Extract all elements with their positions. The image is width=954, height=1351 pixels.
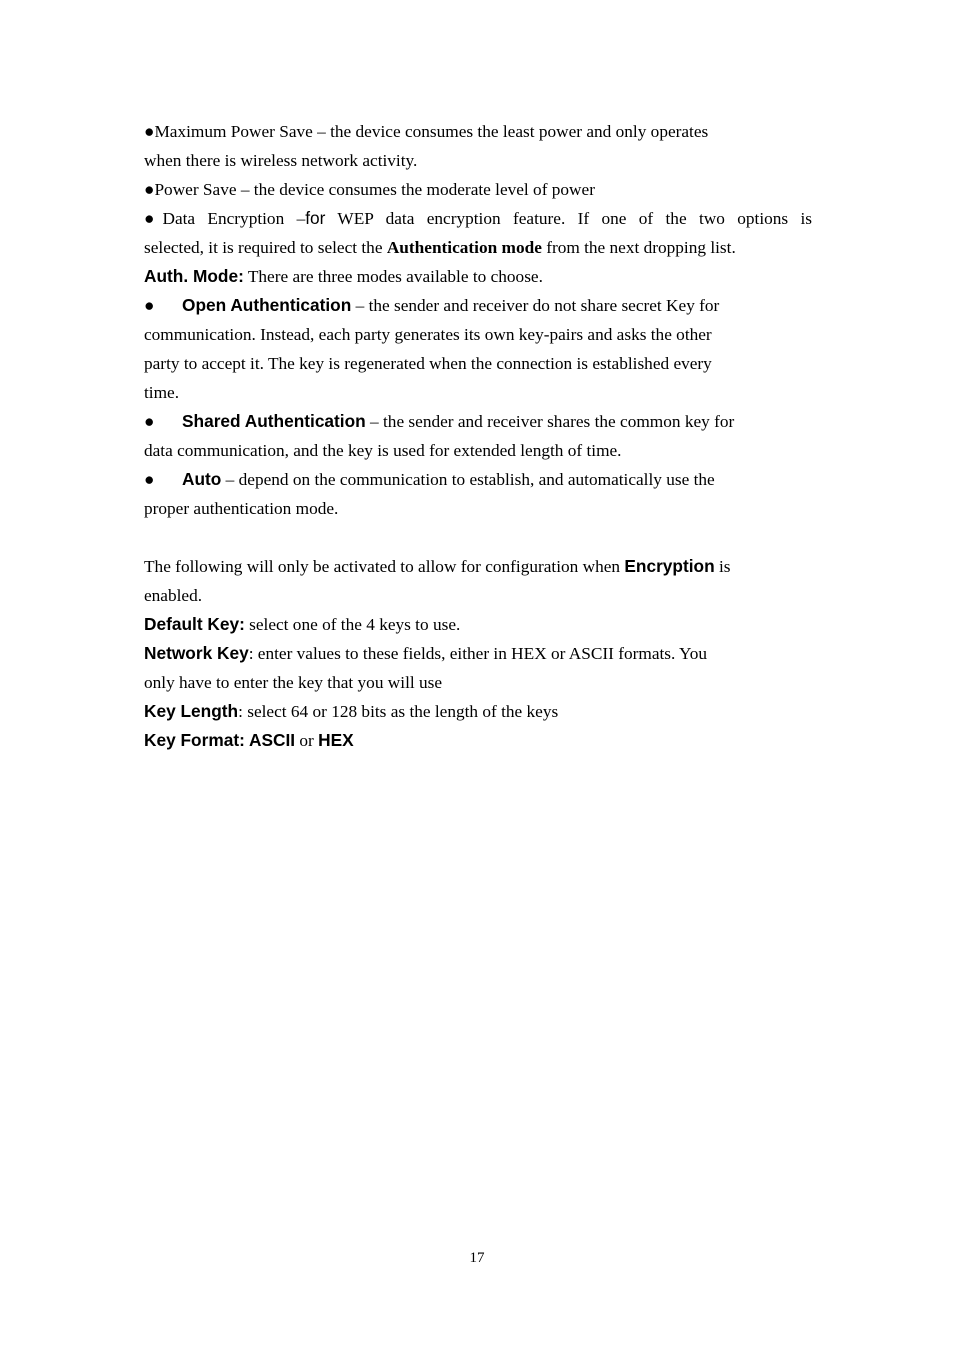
network-key-label: Network Key — [144, 643, 249, 663]
key-length-line — [144, 697, 812, 726]
open-auth-line2: communication. Instead, each party generates its own key-pairs and asks the other — [144, 325, 712, 344]
data-encryption-line2-pre: selected, it is required to select the — [144, 238, 387, 257]
network-key-text: : enter values to these fields, either in HEX or ASCII formats. You — [248, 644, 708, 663]
shared-auth-label: Shared Authentication — [182, 411, 366, 431]
power-save-line: ●Power Save – the device consumes the moderate level of power — [144, 180, 595, 199]
following-pre: The following will only be activated to allow for configuration when — [144, 557, 625, 576]
shared-auth-line1 — [144, 407, 812, 436]
open-auth-line1 — [144, 291, 812, 320]
max-power-save-line2: when there is wireless network activity. — [144, 151, 418, 170]
default-key-label: Default Key: — [144, 614, 245, 634]
bullet-icon: ● — [144, 296, 155, 315]
network-key-line1 — [144, 639, 812, 668]
open-auth-line3: party to accept it. The key is regenerated when the connection is established every — [144, 354, 712, 373]
auto-auth-text: – depend on the communication to establish, and automatically use the — [221, 470, 715, 489]
key-length-label: Key Length — [144, 701, 239, 721]
data-encryption-line1 — [144, 204, 812, 233]
key-format-line — [144, 726, 812, 755]
open-auth-text: – the sender and receiver do not share secret Key for — [351, 296, 720, 315]
default-key-line — [144, 610, 812, 639]
following-line1 — [144, 552, 812, 581]
page-number: 17 — [469, 1250, 485, 1266]
auth-mode-label: Auth. Mode: — [144, 266, 244, 286]
key-format-label: Key Format: ASCII — [144, 730, 296, 750]
max-power-save-line1: ●Maximum Power Save – the device consumes the least power and only operates — [144, 122, 709, 141]
paragraph-gap — [144, 523, 812, 552]
open-auth-line4: time. — [144, 383, 180, 402]
auth-mode-text: There are three modes available to choose. — [243, 267, 543, 286]
following-post: is — [714, 557, 731, 576]
bullet-icon: ● — [144, 412, 155, 431]
bullet-icon: ● — [144, 470, 155, 489]
data-encryption-rest: WEP data encryption feature. If one of the two options is — [325, 209, 812, 228]
default-key-text: select one of the 4 keys to use. — [244, 615, 461, 634]
key-length-text: : select 64 or 128 bits as the length of the keys — [238, 702, 559, 721]
key-format-hex: HEX — [318, 730, 354, 750]
auto-auth-line1 — [144, 465, 812, 494]
data-encryption-prefix: ●Data Encryption – — [144, 209, 306, 228]
auth-mode-line — [144, 262, 812, 291]
shared-auth-text: – the sender and receiver shares the common key for — [365, 412, 735, 431]
data-encryption-line2-post: from the next dropping list. — [541, 238, 736, 257]
key-format-or: or — [295, 731, 319, 750]
authentication-mode-term: Authentication mode — [386, 238, 542, 257]
encryption-term: Encryption — [624, 556, 715, 576]
document-body — [144, 117, 812, 755]
following-line2: enabled. — [144, 586, 203, 605]
data-encryption-for: for — [305, 208, 326, 228]
network-key-line2: only have to enter the key that you will use — [144, 673, 443, 692]
auto-auth-label: Auto — [182, 469, 222, 489]
open-auth-label: Open Authentication — [182, 295, 352, 315]
auto-auth-line2: proper authentication mode. — [144, 499, 339, 518]
data-encryption-line2 — [144, 233, 812, 262]
shared-auth-line2: data communication, and the key is used for extended length of time. — [144, 441, 622, 460]
